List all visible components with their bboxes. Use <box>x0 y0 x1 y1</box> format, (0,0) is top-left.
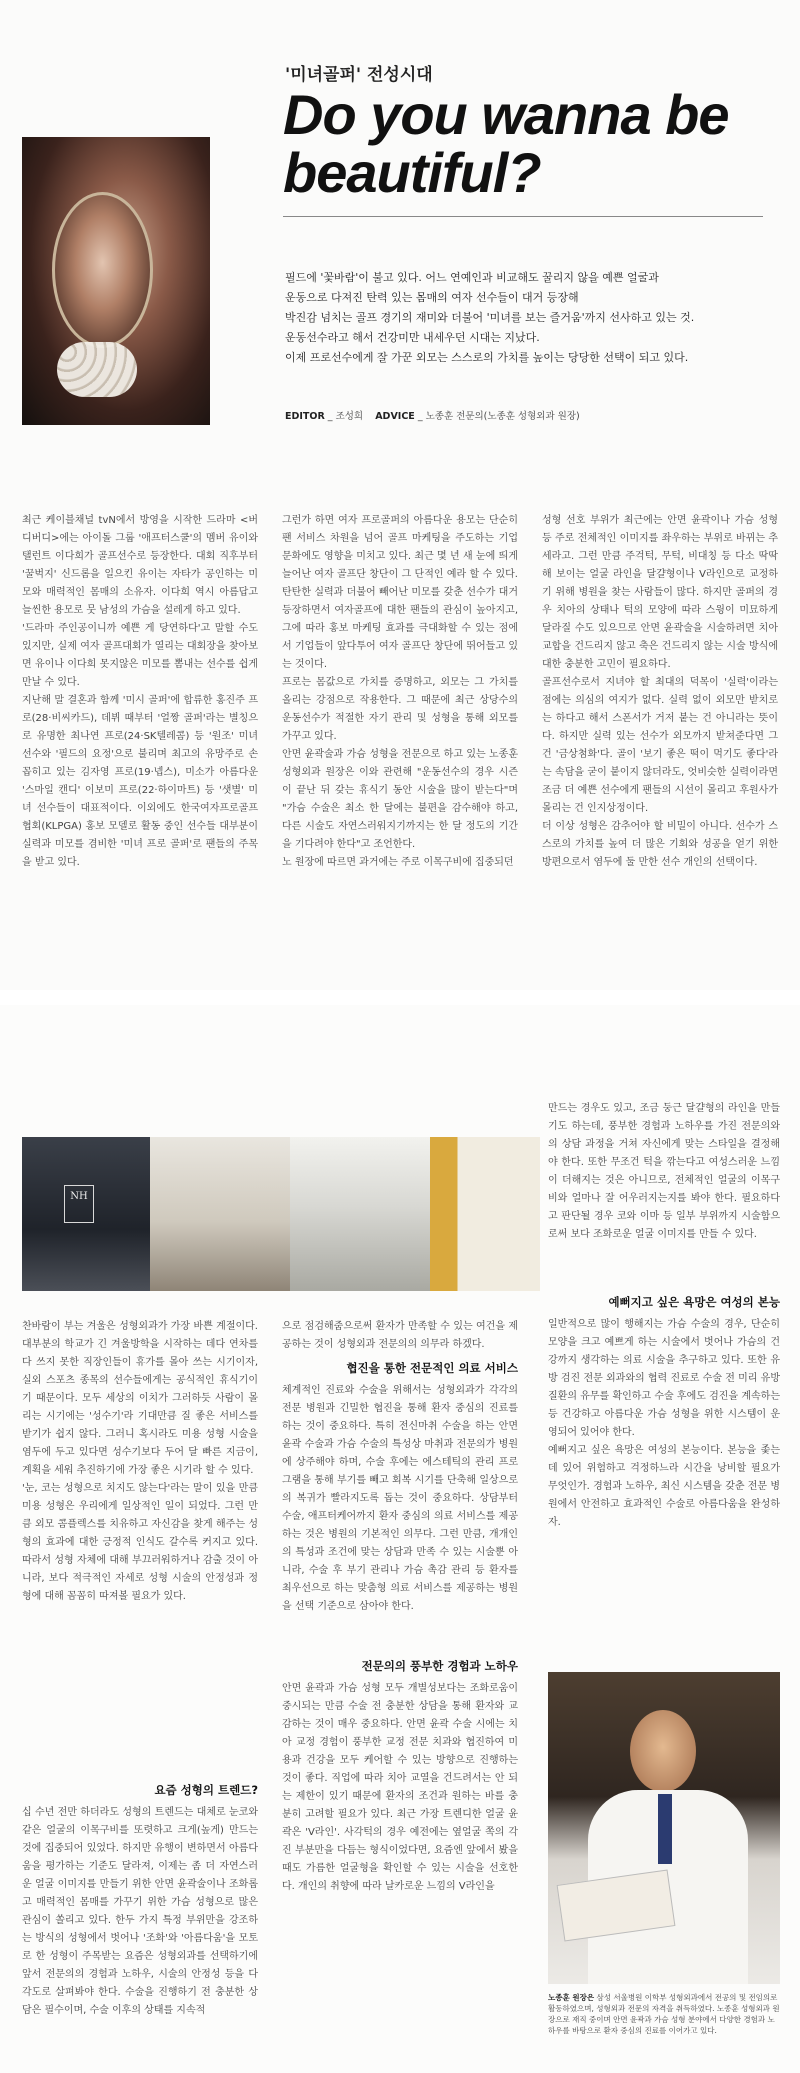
headline: Do you wanna be beautiful? <box>283 83 729 204</box>
clinic-entrance-image <box>22 1137 150 1291</box>
clinic-operating-room-image <box>290 1137 430 1291</box>
paragraph: '드라마 주인공이니까 예쁜 게 당연하다'고 말할 수도 있지만, 실제 여자 골프대회가 열리는 대회장을 찾아보면 유이나 이다희 못지않은 미모를 뽐내는 선수를 쉽게 만날 수 있다. <box>22 623 258 688</box>
caption-name: 노종훈 원장은 <box>548 1993 595 2002</box>
body-column-left <box>22 1318 258 1606</box>
kicker: '미녀골퍼' 전성시대 <box>285 65 433 85</box>
page-gap <box>0 990 800 1005</box>
headline-rule <box>283 216 763 217</box>
doctor-caption <box>548 1992 780 2036</box>
section-heading: 협진을 통한 전문적인 의료 서비스 <box>346 1361 518 1375</box>
paragraph: '눈, 코는 성형으로 치지도 않는다'라는 말이 있을 만큼 미용 성형은 우리에게 일상적인 일이 되었다. 그런 만큼 외모 콤플렉스를 치유하고 자신감을 찾게 해주는 성형의 효과에 대한 긍정적 인식도 갈수록 커지고 있다. 따라서 성형 자체에 대해 부끄러워하거나 감출 것이 아니라, 보다 적극적인 자세로 성형 시술의 안정성과 정형에 대해 꼼꼼히 따져볼 필요가 있다. <box>22 1483 258 1602</box>
pearl-bracelet-image <box>57 342 137 397</box>
advice-name: 노종훈 전문의(노종훈 성형외과 원장) <box>425 411 580 422</box>
intro-line: 필드에 '꽃바람'이 불고 있다. 어느 연예인과 비교해도 꿀리지 않을 예쁜 얼굴과 <box>285 271 659 284</box>
hand-mirror-image <box>52 192 153 348</box>
doctor-face-image <box>630 1710 696 1792</box>
intro-line: 운동으로 다져진 탄력 있는 몸매의 여자 선수들이 대거 등장해 <box>285 291 579 304</box>
doctor-portrait <box>548 1672 780 1984</box>
page-1 <box>0 0 800 990</box>
intro-paragraph <box>285 268 745 368</box>
body-column-middle-1 <box>282 1382 518 1616</box>
clinic-photos <box>22 1137 540 1291</box>
clinic-office-image <box>150 1137 290 1291</box>
paragraph: 성형 선호 부위가 최근에는 안면 윤곽이나 가슴 성형 등 주로 전체적인 이미지를 좌우하는 부위로 바뀌는 추세라고. 그런 만큼 주걱턱, 무턱, 비대칭 등 다소 딱딱해 보이는 얼굴 라인을 달걀형이나 V라인으로 교정하기 위해 병원을 찾는 사람들이 많다. 하지만 골퍼의 경우 치아의 상태나 턱의 모양에 따라 스윙이 미묘하게 달라질 수도 있으므로 안면 윤곽술을 시술하려면 치아 교합을 건드리지 않고 축은 건드리지 않는 시술 방식에 대한 충분한 고민이 필요하다. <box>542 515 778 670</box>
intro-line: 이제 프로선수에게 잘 가꾼 외모는 스스로의 가치를 높이는 당당한 선택이 되고 있다. <box>285 351 689 364</box>
body-column-3 <box>542 512 778 872</box>
section-heading: 전문의의 풍부한 경험과 노하우 <box>361 1659 518 1673</box>
doctor-tie-image <box>658 1794 672 1864</box>
advice-label: ADVICE <box>375 411 415 422</box>
editor-label: EDITOR <box>285 411 325 422</box>
paragraph: 노 원장에 따르면 과거에는 주로 이목구비에 집중되던 <box>282 857 514 868</box>
paragraph: 안면 윤곽술과 가슴 성형을 전문으로 하고 있는 노종훈 성형외과 원장은 이와 관련해 "운동선수의 경우 시즌이 끝난 뒤 갖는 휴식기 동안 시술을 많이 받는다"며 "가슴 수술은 최소 한 달에는 불편을 감수해야 하고, 다른 시술도 자연스러워지기까지는 한 달 정도의 기간을 기다려야 한다"고 조언한다. <box>282 749 518 850</box>
credits: EDITOR _ 조성희 ADVICE _ 노종훈 전문의(노종훈 성형외과 원장) <box>285 411 580 422</box>
model-photo <box>22 137 210 425</box>
intro-line: 박진감 넘치는 골프 경기의 재미와 더불어 '미녀를 보는 즐거움'까지 선사하고 있는 것. <box>285 311 695 324</box>
editor-name: 조성희 <box>335 411 364 422</box>
paragraph: 지난해 말 결혼과 함께 '미시 골퍼'에 합류한 홍진주 프로(28·비씨카드), 데뷔 때부터 '얼짱 골퍼'라는 별칭으로 유명한 최나연 프로(24·SK텔레콤) 등 '원조' 미녀 선수와 '필드의 요정'으로 불리며 최고의 유망주로 손꼽히고 있는 김자영 프로(19·넵스), 미소가 아름다운 '스마일 캔디' 이보미 프로(22·하이마트) 등 '샛별' 미녀 선수들이 대표적이다. 이외에도 한국여자프로골프협회(KLPGA) 홍보 모델로 활동 중인 선수들 대부분이 실력과 미모를 겸비한 '미녀 프로 골퍼'로 팬들의 주목을 받고 있다. <box>22 695 258 868</box>
body-column-right-top <box>548 1100 780 1244</box>
body-column-middle-2 <box>282 1680 518 1896</box>
body-column-1 <box>22 512 258 872</box>
paragraph: 프로는 몸값으로 가치를 증명하고, 외모는 그 가치를 올리는 강점으로 작용한다. 그 때문에 최근 상당수의 운동선수가 적절한 자기 관리 및 성형을 통해 외모를 가꾸고 있다. <box>282 677 518 742</box>
paragraph: 그런가 하면 여자 프로골퍼의 아름다운 용모는 단순히 팬 서비스 차원을 넘어 골프 마케팅을 주도하는 기업 문화에도 영향을 미치고 있다. 최근 몇 년 새 눈에 띄게 늘어난 여자 골프단 창단이 그 단적인 예라 할 수 있다. 탄탄한 실력과 더불어 빼어난 미모를 갖춘 선수가 대거 등장하면서 여자골프에 대한 팬들의 관심이 높아지고, 그에 따라 홍보 마케팅 효과를 극대화할 수 있는 점에서 기업들이 앞다투어 여자 골프단 창단에 뛰어들고 있는 것이다. <box>282 515 518 670</box>
paragraph: 일반적으로 많이 행해지는 가슴 수술의 경우, 단순히 모양을 크고 예쁘게 하는 시술에서 벗어나 가슴의 건강까지 생각하는 의료 시술을 추구하고 있다. 또한 유방 검진 전문 외과와의 협력 진료로 수술 전 미리 유방 질환의 유무를 확인하고 수술 후에도 검진을 계속하는 등 건강하고 아름다운 가슴 성형을 위한 시스템이 운영되어 있어야 한다. <box>548 1319 780 1438</box>
paragraph: 만드는 경우도 있고, 조금 둥근 달걀형의 라인을 만들기도 하는데, 풍부한 경험과 노하우를 가진 전문의와의 상담 과정을 거쳐 자신에게 맞는 스타일을 결정해야 한다. 또한 무조건 턱을 깎는다고 여성스러운 느낌이 더해지는 것은 아니므로, 전체적인 얼굴의 이목구비와 얼마나 잘 어우러지는지를 봐야 한다. 필요하다고 판단될 경우 코와 이마 등 일부 부위까지 시술함으로써 보다 조화로운 얼굴 이미지를 만들 수 있다. <box>548 1103 780 1240</box>
body-column-right <box>548 1316 780 1532</box>
paragraph: 골프선수로서 지녀야 할 최대의 덕목이 '실력'이라는 점에는 의심의 여지가 없다. 실력 없이 외모만 받치로는 하다고 해서 스폰서가 거저 붙는 건 아니라는 뜻이다. 하지만 실력 있는 선수가 외모까지 받쳐준다면 그건 '금상첨화'다. 골이 '보기 좋은 떡이 먹기도 좋다'라는 속담을 굳이 붙이지 않더라도, 엇비슷한 실력이라면 조금 더 예쁜 선수에게 팬들의 시선이 몰리고 후원사가 몰리는 건 인지상정이다. <box>542 677 778 814</box>
paragraph: 십 수년 전만 하더라도 성형의 트렌드는 대체로 눈코와 같은 얼굴의 이목구비를 또렷하고 크게(높게) 만드는 것에 집중되어 있었다. 하지만 유행이 변하면서 아름다움을 평가하는 기준도 달라져, 이제는 좀 더 자연스러운 얼굴 이미지를 만들기 위한 안면 윤곽술이나 조화롭고 매력적인 몸매를 가꾸기 위한 가슴 성형으로 많은 관심이 쏠리고 있다. 한두 가지 특정 부위만을 강조하는 방식의 성형에서 벗어나 '조화'와 '아름다움'을 모토로 한 성형이 주목받는 요즘은 성형외과를 선택하기에 앞서 전문의의 경험과 노하우, 시술의 안정성 등을 다각도로 살펴봐야 한다. 수술을 진행하기 전 충분한 상담은 필수이며, 수술 이후의 상태를 지속적 <box>22 1807 258 2016</box>
paragraph: 예뻐지고 싶은 욕망은 여성의 본능이다. 본능을 좇는데 있어 위험하고 걱정하느라 시간을 낭비할 필요가 무엇인가. 경험과 노하우, 최신 시스템을 갖춘 전문 병원에서 안전하고 효과적인 수술로 아름다움을 완성하자. <box>548 1445 780 1528</box>
body-column-middle-top <box>282 1318 518 1354</box>
body-column-2 <box>282 512 518 872</box>
paragraph: 더 이상 성형은 감추어야 할 비밀이 아니다. 선수가 스스로의 가치를 높여 더 많은 기회와 성공을 얻기 위한 방편으로서 염두에 둘 만한 선수 개인의 선택이다. <box>542 821 778 868</box>
clinic-logo: NH <box>64 1185 94 1223</box>
caption-text: 삼성 서울병원 이학부 성형외과에서 전공의 및 전임의로 활동하였으며, 성형외과 전문의 자격을 취득하였다. 노종훈 성형외과 원장으로 재직 중이며 안면 윤곽과 가슴 성형 분야에서 다양한 경험과 노하우를 바탕으로 환자 중심의 진료를 이어가고 있다. <box>548 1993 780 2035</box>
paragraph: 찬바람이 부는 겨울은 성형외과가 가장 바쁜 계절이다. 대부분의 학교가 긴 겨울방학을 시작하는 데다 연차를 다 쓰지 못한 직장인들이 휴가를 몰아 쓰는 시기이자, 실외 스포츠 종목의 선수들에게는 공식적인 휴식기이기 때문이다. 모두 세상의 이치가 그러하듯 사람이 몰리는 시기에는 '성수기'라 기대만큼 질 좋은 서비스를 받기가 쉽지 않다. 그러니 혹시라도 미용 성형 시술을 염두에 두고 있다면 성수기보다 두어 달 빠른 지금이, 계획을 세워 추진하기에 가장 좋은 시기라 할 수 있다. <box>22 1321 258 1476</box>
clinic-recovery-room-image <box>430 1137 540 1291</box>
body-column-left-2 <box>22 1804 258 2020</box>
section-heading: 요즘 성형의 트렌드? <box>154 1783 258 1797</box>
paragraph: 안면 윤곽과 가슴 성형 모두 개별성보다는 조화로움이 중시되는 만큼 수술 전 충분한 상담을 통해 환자와 교감하는 것이 매우 중요하다. 안면 윤곽 수술 시에는 치아 교정 경험이 풍부한 교정 전문 치과와 협진하여 미용과 건강을 모두 케어할 수 있는 방향으로 진행하는 것이 좋다. 직업에 따라 치아 교열을 건드려서는 안 되는 제한이 있기 때문에 환자의 조건과 원하는 바를 충분히 고려할 필요가 있다. 최근 가장 트렌디한 얼굴 윤곽은 'V라인'. 사각턱의 경우 예전에는 옆얼굴 쪽의 각진 부분만을 다듬는 형식이었다면, 요즘엔 앞에서 봤을 때도 가름한 얼굴형을 확인할 수 있는 시술을 선호한다. 개인의 취향에 따라 날카로운 느낌의 V라인을 <box>282 1683 518 1892</box>
paragraph: 체계적인 진료와 수술을 위해서는 성형외과가 각각의 전문 병원과 긴밀한 협진을 통해 환자 중심의 진료를 하는 것이 중요하다. 특히 전신마취 수술을 하는 안면 윤곽 수술과 가슴 수술의 특성상 마취과 전문의가 병원에 상주해야 하며, 수술 후에는 에스테틱의 관리 프로그램을 통해 부기를 빼고 회복 시기를 단축해 일상으로의 복귀가 빨라지도록 돕는 것이 중요하다. 상담부터 수술, 애프터케어까지 환자 중심의 의료 서비스를 제공하는 것은 병원의 기본적인 의무다. 그런 만큼, 개개인의 특성과 조건에 맞는 상담과 만족 수 있는 시술뿐 아니라, 수술 후 부기 관리나 가슴 촉감 관리 등 환자를 최우선으로 하는 맞춤형 의료 서비스를 제공하는 병원을 선택 기준으로 삼아야 한다. <box>282 1385 518 1612</box>
paragraph: 최근 케이블채널 tvN에서 방영을 시작한 드라마 <버디버디>에는 아이돌 그룹 '애프터스쿨'의 멤버 유이와 탤런트 이다희가 골프선수로 등장한다. 대회 직후부터 '꿀벅지' 신드롬을 일으킨 유이는 자타가 공인하는 미모와 매력적인 몸매의 소유자. 이다희 역시 아름답고 늘씬한 용모로 뭇 남성의 가슴을 설레게 하고 있다. <box>22 515 258 616</box>
intro-line: 운동선수라고 해서 건강미만 내세우던 시대는 지났다. <box>285 331 540 344</box>
section-heading: 예뻐지고 싶은 욕망은 여성의 본능 <box>608 1295 780 1309</box>
paragraph: 으로 점검해줌으로써 환자가 만족할 수 있는 여건을 제공하는 것이 성형외과 전문의의 의무라 하겠다. <box>282 1321 518 1350</box>
